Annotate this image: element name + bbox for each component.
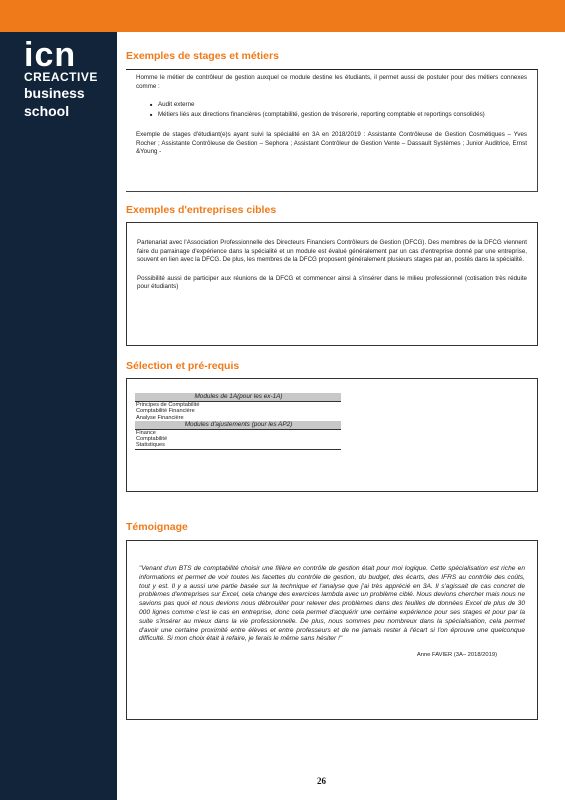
temoignage-author: Anne FAVIER (3A– 2018/2019) [416, 652, 497, 659]
module-row: Principes de Comptabilité [136, 402, 200, 408]
logo-icn: icn [24, 36, 77, 74]
module-row: Comptabilité Financière [136, 408, 195, 415]
modules-1a-header: Modules de 1A(pour les ex-1A) [135, 393, 341, 402]
stages-bullet-item: ■ Métiers liés aux directions financières (comptabilité, gestion de trésorerie, reporting comptable et reportings consolidés) [150, 111, 527, 120]
module-row: Statistiques [135, 442, 341, 449]
stages-box [126, 69, 538, 192]
module-row: Analyse Financière [136, 414, 184, 421]
module-row: Finance [136, 429, 156, 436]
modules-table [135, 393, 341, 450]
entreprises-paragraph-2: Possibilité aussi de participer aux réunions de la DFCG et commencer ainsi à s'insérer dans le milieu professionnel (cotisation très réduite pour étudiants) [137, 274, 527, 290]
section-title-selection: Sélection et pré-requis [126, 360, 240, 372]
section-title-temoignage: Témoignage [126, 521, 188, 533]
logo-school: school [24, 103, 70, 119]
logo-creactive: CREACTIVE [24, 70, 98, 84]
modules-ajustements-header: Modules d'ajustements (pour les AP2) [135, 421, 341, 430]
top-orange-band [0, 0, 565, 32]
sidebar [0, 32, 117, 800]
stages-intro: Homme le métier de contrôleur de gestion auxquel ce module destine les étudiants, il permet aussi de postuler pour des métiers connexes comme : [136, 74, 527, 90]
page-number: 26 [317, 776, 326, 786]
school-logo [24, 36, 98, 120]
selection-box [126, 378, 538, 492]
entreprises-paragraph-1: Partenariat avec l'Association Professionnelle des Directeurs Financiers Contrôleurs de Gestion (DFCG). Des membres de la DFCG viennent faire du parrainage d'expérience dans la spécialité et un module est évalué généralement par un cas d'entreprise donné par une entreprise, souvent en lien avec la DFCG. De plus, les membres de la DFCG proposent généralement plusieurs stages par an, postés dans la spécialité. [137, 239, 527, 263]
stages-examples: Exemple de stages d'étudiant(e)s ayant suivi la spécialité en 3A en 2018/2019 : Assistante Contrôleuse de Gestion Cosmétiques – Yves Rocher ; Assistante Contrôleuse de Gestion – Sephora ; Assistant Contrôleur de Gestion Vente – Dassault Systèmes ; Junior Auditrice, Ernst &Young - [136, 131, 527, 155]
entreprises-box [126, 222, 538, 346]
logo-business: business [24, 85, 85, 101]
stages-bullet-list [136, 101, 527, 119]
stages-bullet-item: ■ Audit externe [150, 101, 527, 110]
module-row: Comptabilité [136, 436, 168, 443]
section-title-stages: Exemples de stages et métiers [126, 50, 279, 62]
temoignage-box [126, 540, 538, 720]
section-title-entreprises: Exemples d'entreprises cibles [126, 204, 277, 216]
temoignage-quote: "Venant d'un BTS de comptabilité choisir une filière en contrôle de gestion était pour moi logique. Cette spécialisation est riche en informations et permet de voir toutes les facettes du contrôle de gestion, du budget, des écarts, des IFRS au contrôle des coûts, tout y est. Il y a aussi une partie basée sur la technique et l'analyse que j'ai très apprécié en 3A. Il s'agissait de cas concret de problèmes d'entreprises sur Excel, cela change des exercices lambda avec un problème ciblé. Nous devions chercher mais nous ne savions pas quoi et nous devions nous débrouiller pour relever des problèmes dans des feuilles de données Excel de plus de 30 000 lignes comme c'est le cas en entreprise, donc cela permet d'acquérir une certaine expérience pour ses stages et pour par la suite s'insérer au mieux dans la vie professionnelle. De plus, nous sommes peu nombreux dans la spécialisation, cela permet d'avoir une certaine proximité entre élèves et entre professeurs et de ne jamais rester à l'écart si l'on éprouve une quelconque difficulté. Si mon choix était à refaire, je ferais le même sans hésiter !" [139, 565, 525, 643]
